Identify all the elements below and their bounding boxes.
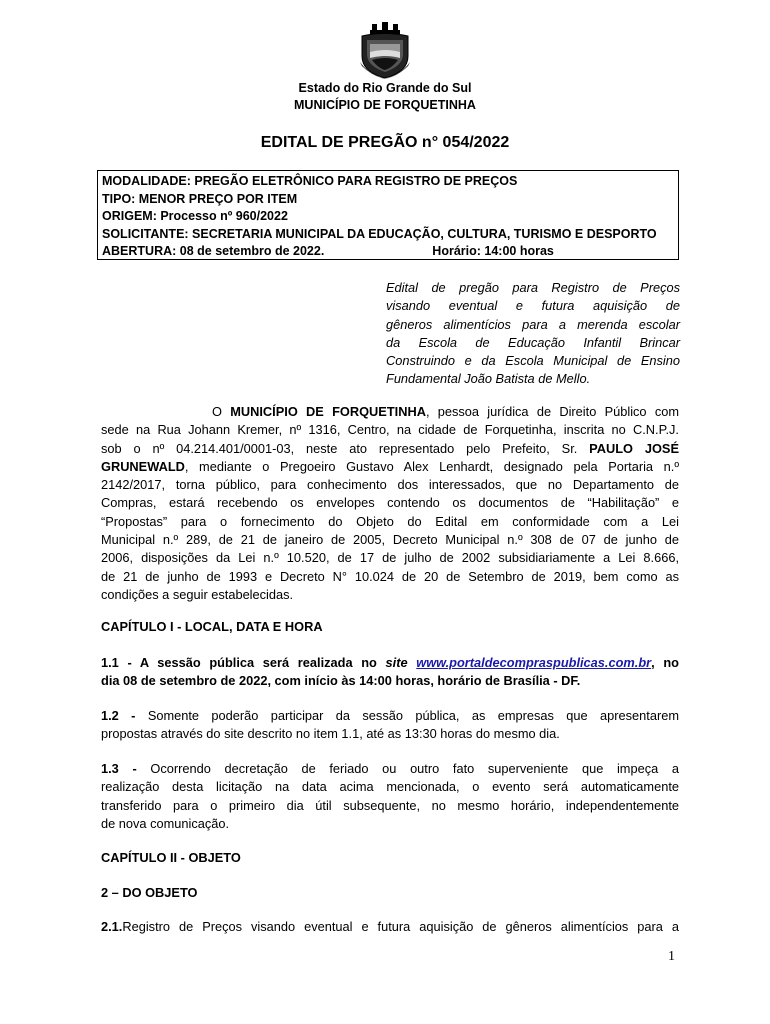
origem-line: ORIGEM: Processo nº 960/2022: [102, 209, 288, 224]
page-title: EDITAL DE PREGÃO n° 054/2022: [260, 134, 510, 151]
edital-abstract: [386, 279, 680, 389]
chapter-2-heading: CAPÍTULO II - OBJETO: [101, 850, 241, 865]
intro-line: O MUNICÍPIO DE FORQUETINHA, pessoa jurídica de Direito Público com: [212, 404, 679, 419]
intro-line: 2142/2017, torna público, para conhecimento dos interessados, que no Departamento de: [101, 477, 679, 493]
chapter-1-heading: CAPÍTULO I - LOCAL, DATA E HORA: [101, 619, 323, 634]
municipal-crest-icon: [358, 22, 412, 80]
clause-line: realização desta licitação na data acima mencionada, o evento será automaticamente: [101, 779, 679, 795]
abstract-line: gêneros alimentícios para a merenda escolar: [386, 316, 680, 332]
intro-line: de 21 de junho de 1993 e Decreto N° 10.024 de 20 de Setembro de 2019, bem como as: [101, 568, 679, 584]
clause-line: propostas através do site descrito no item 1.1, até as 13:30 horas do mesmo dia.: [101, 726, 560, 742]
abstract-line: Edital de pregão para Registro de Preços: [386, 280, 680, 295]
abstract-line: Fundamental João Batista de Mello.: [386, 371, 591, 387]
intro-line: 2006, disposições da Lei n.º 10.520, de 17 de julho de 2002 subsidiariamente a Lei 8.666,: [101, 550, 679, 566]
intro-line: Municipal n.º 289, de 21 de janeiro de 2005, Decreto Municipal n.º 308 de 07 de junho de: [101, 532, 679, 548]
intro-line: Compras, estará recebendo os envelopes contendo os documentos de “Habilitação” e: [101, 495, 679, 511]
object-subheading: 2 – DO OBJETO: [101, 885, 198, 900]
clause-line: 1.1 - A sessão pública será realizada no site www.portaldecompraspublicas.com.br, no: [101, 655, 679, 670]
intro-line: condições a seguir estabelecidas.: [101, 586, 294, 602]
abertura-line: [102, 243, 674, 261]
intro-line: sob o nº 04.214.401/0001-03, neste ato representado pelo Prefeito, Sr. PAULO JOSÉ: [101, 440, 679, 456]
intro-line: sede na Rua Johann Kremer, nº 1316, Centro, na cidade de Forquetinha, inscrita no C.N.P.J.: [101, 422, 679, 438]
intro-line: “Propostas” para o fornecimento do Objeto do Edital em conformidade com a Lei: [101, 513, 679, 529]
portal-link[interactable]: www.portaldecompraspublicas.com.br: [416, 655, 652, 670]
page-number: 1: [668, 949, 675, 964]
intro-paragraph: [101, 403, 679, 604]
clause-line: 1.3 - Ocorrendo decretação de feriado ou outro fato superveniente que impeça a: [101, 761, 680, 776]
abstract-line: Construindo e da Escola Municipal de Ensino: [386, 353, 680, 369]
abstract-line: da Escola de Educação Infantil Brincar: [386, 334, 680, 350]
clause-1-3: [101, 760, 679, 833]
clause-1-1: [101, 654, 679, 691]
clause-line: 2.1.Registro de Preços visando eventual e futura aquisição de gêneros alimentícios para a: [101, 919, 679, 934]
abertura-date: ABERTURA: 08 de setembro de 2022.: [102, 244, 325, 259]
clause-1-2: [101, 707, 679, 744]
clause-line: dia 08 de setembro de 2022, com início às 14:00 horas, horário de Brasília - DF.: [101, 673, 581, 689]
state-name: Estado do Rio Grande do Sul: [298, 81, 472, 95]
solicitante-line: SOLICITANTE: SECRETARIA MUNICIPAL DA EDUCAÇÃO, CULTURA, TURISMO E DESPORTO: [102, 226, 657, 241]
tipo-line: TIPO: MENOR PREÇO POR ITEM: [102, 191, 298, 206]
intro-line: GRUNEWALD, mediante o Pregoeiro Gustavo Alex Lenhardt, designado pela Portaria n.º: [101, 458, 679, 474]
clause-line: 1.2 - Somente poderão participar da sessão pública, as empresas que apresentarem: [101, 708, 679, 723]
municipality-name: MUNICÍPIO DE FORQUETINHA: [294, 98, 476, 112]
summary-box: [97, 170, 679, 260]
abstract-line: visando eventual e futura aquisição de: [386, 298, 680, 314]
abertura-time: Horário: 14:00 horas: [432, 244, 554, 259]
modalidade-line: MODALIDADE: PREGÃO ELETRÔNICO PARA REGISTRO DE PREÇOS: [102, 174, 518, 188]
clause-line: transferido para o primeiro dia útil subsequente, no mesmo horário, independentemente: [101, 797, 679, 813]
clause-2-1: [101, 918, 679, 936]
clause-line: de nova comunicação.: [101, 815, 230, 831]
